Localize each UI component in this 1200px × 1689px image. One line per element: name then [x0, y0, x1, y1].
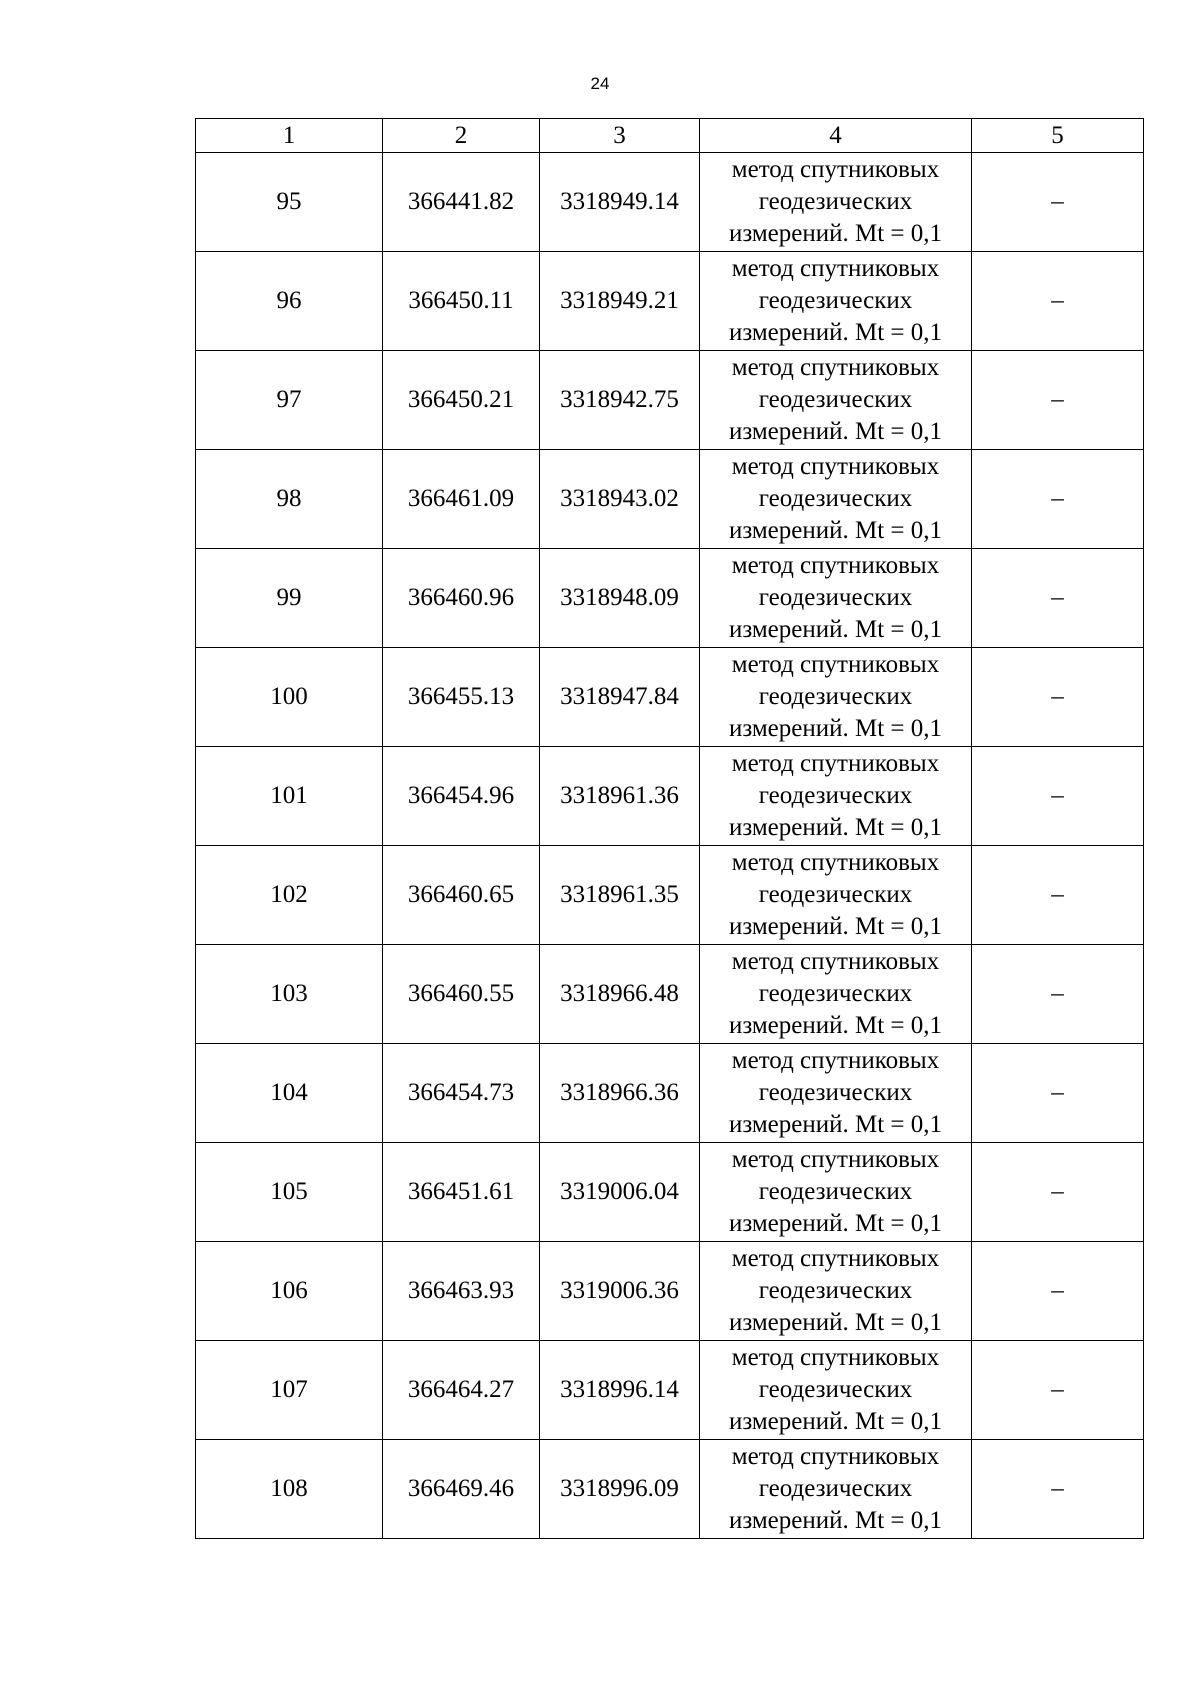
table-row: [196, 153, 1144, 252]
coordinate-x-cell: 366463.93: [383, 1242, 540, 1341]
table-row: [196, 252, 1144, 351]
header-col-4: 4: [700, 119, 972, 153]
point-number-cell: 97: [196, 351, 383, 450]
point-number-cell: 101: [196, 747, 383, 846]
point-number-cell: 108: [196, 1440, 383, 1539]
coordinate-y-cell: 3318943.02: [540, 450, 700, 549]
point-number-cell: 99: [196, 549, 383, 648]
table-row: [196, 1341, 1144, 1440]
coordinate-y-cell: 3318948.09: [540, 549, 700, 648]
coordinates-table: [195, 118, 1144, 1539]
note-cell: –: [972, 351, 1144, 450]
note-cell: –: [972, 549, 1144, 648]
method-cell: метод спутниковых геодезических измерений. Mt = 0,1: [700, 747, 972, 846]
method-cell: метод спутниковых геодезических измерений. Mt = 0,1: [700, 351, 972, 450]
coordinate-y-cell: 3318942.75: [540, 351, 700, 450]
method-cell: метод спутниковых геодезических измерений. Mt = 0,1: [700, 648, 972, 747]
header-row: [196, 119, 1144, 153]
coordinate-x-cell: 366450.11: [383, 252, 540, 351]
page-number: 24: [590, 74, 610, 93]
point-number-cell: 103: [196, 945, 383, 1044]
coordinate-y-cell: 3318996.09: [540, 1440, 700, 1539]
note-cell: –: [972, 1242, 1144, 1341]
method-cell: метод спутниковых геодезических измерений. Mt = 0,1: [700, 1044, 972, 1143]
table-row: [196, 1044, 1144, 1143]
point-number-cell: 102: [196, 846, 383, 945]
point-number-cell: 106: [196, 1242, 383, 1341]
coordinate-x-cell: 366451.61: [383, 1143, 540, 1242]
coordinate-y-cell: 3318966.36: [540, 1044, 700, 1143]
table-row: [196, 1440, 1144, 1539]
note-cell: –: [972, 1341, 1144, 1440]
coordinate-y-cell: 3318949.14: [540, 153, 700, 252]
coordinate-x-cell: 366454.73: [383, 1044, 540, 1143]
table-row: [196, 648, 1144, 747]
note-cell: –: [972, 945, 1144, 1044]
point-number-cell: 104: [196, 1044, 383, 1143]
method-cell: метод спутниковых геодезических измерений. Mt = 0,1: [700, 846, 972, 945]
coordinate-y-cell: 3319006.04: [540, 1143, 700, 1242]
coordinate-x-cell: 366460.65: [383, 846, 540, 945]
table-row: [196, 1143, 1144, 1242]
header-col-2: 2: [383, 119, 540, 153]
table-body: [196, 153, 1144, 1539]
note-cell: –: [972, 648, 1144, 747]
coordinate-y-cell: 3318961.35: [540, 846, 700, 945]
coordinate-x-cell: 366464.27: [383, 1341, 540, 1440]
method-cell: метод спутниковых геодезических измерений. Mt = 0,1: [700, 450, 972, 549]
note-cell: –: [972, 846, 1144, 945]
note-cell: –: [972, 1044, 1144, 1143]
coordinate-y-cell: 3318949.21: [540, 252, 700, 351]
table-row: [196, 747, 1144, 846]
method-cell: метод спутниковых геодезических измерений. Mt = 0,1: [700, 1143, 972, 1242]
method-cell: метод спутниковых геодезических измерений. Mt = 0,1: [700, 1242, 972, 1341]
coordinate-y-cell: 3319006.36: [540, 1242, 700, 1341]
method-cell: метод спутниковых геодезических измерений. Mt = 0,1: [700, 1440, 972, 1539]
method-cell: метод спутниковых геодезических измерений. Mt = 0,1: [700, 549, 972, 648]
point-number-cell: 96: [196, 252, 383, 351]
table-row: [196, 945, 1144, 1044]
coordinate-x-cell: 366455.13: [383, 648, 540, 747]
note-cell: –: [972, 1440, 1144, 1539]
note-cell: –: [972, 747, 1144, 846]
header-col-5: 5: [972, 119, 1144, 153]
header-col-1: 1: [196, 119, 383, 153]
note-cell: –: [972, 153, 1144, 252]
method-cell: метод спутниковых геодезических измерений. Mt = 0,1: [700, 945, 972, 1044]
coordinate-y-cell: 3318966.48: [540, 945, 700, 1044]
coordinate-x-cell: 366441.82: [383, 153, 540, 252]
coordinate-y-cell: 3318996.14: [540, 1341, 700, 1440]
table-header: [196, 119, 1144, 153]
point-number-cell: 98: [196, 450, 383, 549]
coordinate-x-cell: 366450.21: [383, 351, 540, 450]
coordinate-x-cell: 366460.96: [383, 549, 540, 648]
table-row: [196, 450, 1144, 549]
coordinate-x-cell: 366461.09: [383, 450, 540, 549]
coordinate-y-cell: 3318961.36: [540, 747, 700, 846]
coordinate-x-cell: 366469.46: [383, 1440, 540, 1539]
point-number-cell: 105: [196, 1143, 383, 1242]
header-col-3: 3: [540, 119, 700, 153]
method-cell: метод спутниковых геодезических измерений. Mt = 0,1: [700, 1341, 972, 1440]
table-row: [196, 846, 1144, 945]
point-number-cell: 95: [196, 153, 383, 252]
note-cell: –: [972, 450, 1144, 549]
coordinate-y-cell: 3318947.84: [540, 648, 700, 747]
table-row: [196, 549, 1144, 648]
table-row: [196, 1242, 1144, 1341]
coordinate-x-cell: 366454.96: [383, 747, 540, 846]
point-number-cell: 107: [196, 1341, 383, 1440]
method-cell: метод спутниковых геодезических измерений. Mt = 0,1: [700, 153, 972, 252]
point-number-cell: 100: [196, 648, 383, 747]
note-cell: –: [972, 252, 1144, 351]
note-cell: –: [972, 1143, 1144, 1242]
method-cell: метод спутниковых геодезических измерений. Mt = 0,1: [700, 252, 972, 351]
coordinate-x-cell: 366460.55: [383, 945, 540, 1044]
table-row: [196, 351, 1144, 450]
